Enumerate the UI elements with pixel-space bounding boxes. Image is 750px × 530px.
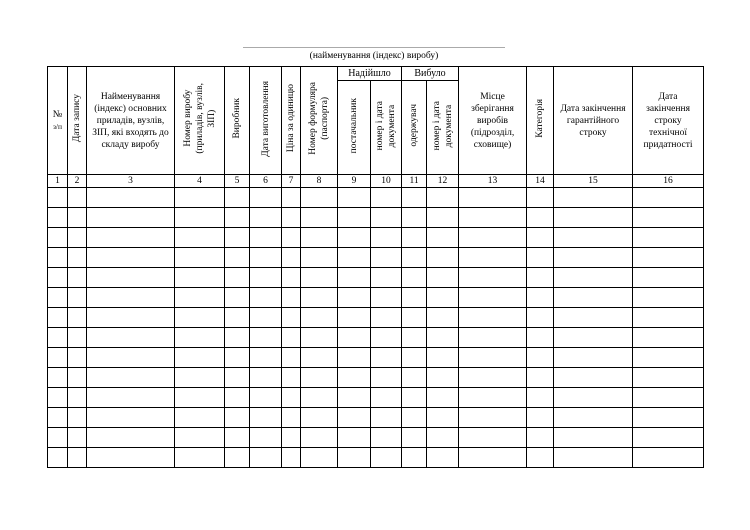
product-name-caption: (найменування (індекс) виробу) — [309, 51, 439, 61]
table-cell[interactable] — [301, 288, 338, 308]
table-cell[interactable] — [68, 388, 87, 408]
table-cell[interactable] — [427, 368, 459, 388]
table-cell[interactable] — [371, 268, 402, 288]
table-cell[interactable] — [225, 188, 250, 208]
table-cell[interactable] — [427, 448, 459, 468]
table-cell[interactable] — [402, 268, 427, 288]
table-cell[interactable] — [87, 288, 175, 308]
table-cell[interactable] — [527, 328, 554, 348]
table-cell[interactable] — [68, 228, 87, 248]
table-cell[interactable] — [87, 348, 175, 368]
table-cell[interactable] — [301, 388, 338, 408]
table-cell[interactable] — [48, 248, 68, 268]
table-cell[interactable] — [371, 408, 402, 428]
table-cell[interactable] — [427, 208, 459, 228]
table-cell[interactable] — [301, 188, 338, 208]
column-number: 11 — [402, 175, 427, 188]
table-cell[interactable] — [48, 288, 68, 308]
table-cell[interactable] — [301, 248, 338, 268]
table-cell[interactable] — [225, 208, 250, 228]
table-cell[interactable] — [371, 328, 402, 348]
table-cell[interactable] — [527, 428, 554, 448]
table-row — [48, 368, 704, 388]
header-storage: Місце зберігання виробів (підрозділ, сховище) — [459, 67, 527, 175]
table-cell[interactable] — [527, 188, 554, 208]
table-cell[interactable] — [527, 288, 554, 308]
table-cell[interactable] — [68, 308, 87, 328]
table-row — [48, 388, 704, 408]
table-cell[interactable] — [68, 448, 87, 468]
table-cell[interactable] — [527, 448, 554, 468]
table-cell[interactable] — [250, 288, 282, 308]
table-cell[interactable] — [225, 408, 250, 428]
table-cell[interactable] — [527, 248, 554, 268]
table-cell[interactable] — [338, 368, 371, 388]
header-departure-document: номер і дата документа — [427, 81, 459, 175]
table-cell[interactable] — [371, 368, 402, 388]
table-row — [48, 228, 704, 248]
table-cell[interactable] — [554, 368, 633, 388]
table-cell[interactable] — [225, 368, 250, 388]
table-cell[interactable] — [175, 268, 225, 288]
table-cell[interactable] — [87, 388, 175, 408]
table-cell[interactable] — [459, 248, 527, 268]
table-cell[interactable] — [338, 308, 371, 328]
table-cell[interactable] — [402, 368, 427, 388]
table-cell[interactable] — [282, 428, 301, 448]
table-cell[interactable] — [527, 268, 554, 288]
table-cell[interactable] — [371, 208, 402, 228]
table-cell[interactable] — [225, 388, 250, 408]
header-departed: Вибуло — [402, 67, 459, 81]
table-cell[interactable] — [633, 268, 704, 288]
table-cell[interactable] — [87, 368, 175, 388]
table-row — [48, 268, 704, 288]
table-cell[interactable] — [527, 348, 554, 368]
column-number: 7 — [282, 175, 301, 188]
table-cell[interactable] — [527, 208, 554, 228]
table-row — [48, 208, 704, 228]
table-cell[interactable] — [459, 368, 527, 388]
table-cell[interactable] — [427, 228, 459, 248]
table-cell[interactable] — [282, 188, 301, 208]
table-cell[interactable] — [48, 308, 68, 328]
header-supplier: постачальник — [338, 81, 371, 175]
table-cell[interactable] — [175, 368, 225, 388]
table-cell[interactable] — [250, 408, 282, 428]
table-cell[interactable] — [225, 288, 250, 308]
table-cell[interactable] — [459, 208, 527, 228]
table-cell[interactable] — [402, 308, 427, 328]
header-name: Найменування (індекс) основних приладів, вузлів, ЗІП, які входять до складу виробу — [87, 67, 175, 175]
table-cell[interactable] — [87, 188, 175, 208]
table-cell[interactable] — [250, 388, 282, 408]
header-arrival-document: номер і дата документа — [371, 81, 402, 175]
table-row — [48, 328, 704, 348]
table-cell[interactable] — [371, 188, 402, 208]
table-cell[interactable] — [338, 408, 371, 428]
table-row — [48, 248, 704, 268]
table-cell[interactable] — [527, 308, 554, 328]
table-row — [48, 448, 704, 468]
table-cell[interactable] — [459, 188, 527, 208]
table-cell[interactable] — [68, 288, 87, 308]
table-cell[interactable] — [87, 408, 175, 428]
table-cell[interactable] — [371, 428, 402, 448]
table-cell[interactable] — [282, 368, 301, 388]
table-cell[interactable] — [225, 328, 250, 348]
table-cell[interactable] — [338, 248, 371, 268]
column-number: 9 — [338, 175, 371, 188]
table-cell[interactable] — [402, 408, 427, 428]
table-cell[interactable] — [371, 248, 402, 268]
table-cell[interactable] — [175, 308, 225, 328]
header-arrived: Надійшло — [338, 67, 402, 81]
table-cell[interactable] — [338, 448, 371, 468]
table-cell[interactable] — [48, 408, 68, 428]
table-cell[interactable] — [175, 408, 225, 428]
table-cell[interactable] — [338, 188, 371, 208]
table-cell[interactable] — [301, 328, 338, 348]
table-cell[interactable] — [554, 388, 633, 408]
table-cell[interactable] — [427, 428, 459, 448]
table-cell[interactable] — [554, 328, 633, 348]
column-number: 8 — [301, 175, 338, 188]
table-cell[interactable] — [175, 248, 225, 268]
table-row — [48, 288, 704, 308]
table-cell[interactable] — [301, 268, 338, 288]
table-cell[interactable] — [554, 348, 633, 368]
table-cell[interactable] — [301, 348, 338, 368]
table-cell[interactable] — [427, 248, 459, 268]
table-cell[interactable] — [225, 428, 250, 448]
table-cell[interactable] — [633, 248, 704, 268]
column-numbers-row — [48, 175, 704, 188]
table-cell[interactable] — [427, 348, 459, 368]
table-cell[interactable] — [633, 388, 704, 408]
table-cell[interactable] — [282, 448, 301, 468]
table-cell[interactable] — [402, 208, 427, 228]
table-cell[interactable] — [427, 388, 459, 408]
table-cell[interactable] — [250, 368, 282, 388]
table-cell[interactable] — [427, 308, 459, 328]
table-cell[interactable] — [459, 288, 527, 308]
table-cell[interactable] — [402, 188, 427, 208]
table-cell[interactable] — [371, 388, 402, 408]
table-cell[interactable] — [68, 348, 87, 368]
table-cell[interactable] — [554, 308, 633, 328]
table-cell[interactable] — [402, 428, 427, 448]
table-cell[interactable] — [250, 448, 282, 468]
table-cell[interactable] — [633, 308, 704, 328]
table-cell[interactable] — [87, 308, 175, 328]
table-cell[interactable] — [68, 368, 87, 388]
header-category: Категорія — [527, 67, 554, 175]
table-cell[interactable] — [48, 388, 68, 408]
column-number: 3 — [87, 175, 175, 188]
table-cell[interactable] — [371, 228, 402, 248]
table-cell[interactable] — [282, 228, 301, 248]
table-cell[interactable] — [87, 268, 175, 288]
table-cell[interactable] — [427, 408, 459, 428]
table-cell[interactable] — [225, 268, 250, 288]
table-cell[interactable] — [282, 288, 301, 308]
table-cell[interactable] — [427, 268, 459, 288]
table-cell[interactable] — [48, 328, 68, 348]
table-cell[interactable] — [554, 448, 633, 468]
table-row — [48, 428, 704, 448]
table-cell[interactable] — [48, 348, 68, 368]
table-cell[interactable] — [87, 448, 175, 468]
table-cell[interactable] — [68, 328, 87, 348]
table-cell[interactable] — [250, 248, 282, 268]
table-cell[interactable] — [87, 428, 175, 448]
table-row — [48, 188, 704, 208]
header-date-manufacture: Дата виготовлення — [250, 67, 282, 175]
table-cell[interactable] — [554, 228, 633, 248]
table-cell[interactable] — [554, 408, 633, 428]
table-cell[interactable] — [338, 288, 371, 308]
table-cell[interactable] — [250, 428, 282, 448]
table-cell[interactable] — [175, 188, 225, 208]
column-number: 13 — [459, 175, 527, 188]
column-number: 5 — [225, 175, 250, 188]
table-cell[interactable] — [371, 288, 402, 308]
table-cell[interactable] — [554, 248, 633, 268]
table-cell[interactable] — [301, 208, 338, 228]
table-cell[interactable] — [282, 348, 301, 368]
table-cell[interactable] — [225, 228, 250, 248]
table-cell[interactable] — [633, 328, 704, 348]
table-cell[interactable] — [338, 388, 371, 408]
table-cell[interactable] — [48, 208, 68, 228]
table-cell[interactable] — [633, 228, 704, 248]
table-cell[interactable] — [87, 208, 175, 228]
column-number: 12 — [427, 175, 459, 188]
table-cell[interactable] — [427, 288, 459, 308]
header-no: № з/п — [48, 67, 68, 175]
table-cell[interactable] — [250, 308, 282, 328]
table-cell[interactable] — [459, 428, 527, 448]
table-cell[interactable] — [459, 328, 527, 348]
table-cell[interactable] — [48, 188, 68, 208]
table-cell[interactable] — [527, 368, 554, 388]
header-receiver: одержувач — [402, 81, 427, 175]
header-product-number: Номер виробу (приладів, вузлів, ЗІП) — [175, 67, 225, 175]
table-cell[interactable] — [175, 428, 225, 448]
table-cell[interactable] — [402, 228, 427, 248]
caption-line — [243, 47, 505, 48]
table-cell[interactable] — [282, 388, 301, 408]
table-cell[interactable] — [402, 388, 427, 408]
table-cell[interactable] — [225, 348, 250, 368]
table-cell[interactable] — [402, 448, 427, 468]
table-cell[interactable] — [250, 328, 282, 348]
column-number: 15 — [554, 175, 633, 188]
table-cell[interactable] — [554, 208, 633, 228]
header-form-number: Номер формуляра (паспорта) — [301, 67, 338, 175]
table-cell[interactable] — [459, 388, 527, 408]
table-cell[interactable] — [225, 448, 250, 468]
header-price: Ціна за одиницю — [282, 67, 301, 175]
column-number: 14 — [527, 175, 554, 188]
header-warranty-end: Дата закінчення гарантійного строку — [554, 67, 633, 175]
table-cell[interactable] — [68, 208, 87, 228]
table-cell[interactable] — [48, 428, 68, 448]
table-cell[interactable] — [87, 228, 175, 248]
table-cell[interactable] — [459, 348, 527, 368]
table-cell[interactable] — [87, 248, 175, 268]
column-number: 6 — [250, 175, 282, 188]
column-number: 1 — [48, 175, 68, 188]
table-cell[interactable] — [48, 448, 68, 468]
table-cell[interactable] — [175, 208, 225, 228]
table-cell[interactable] — [301, 368, 338, 388]
table-cell[interactable] — [527, 388, 554, 408]
table-cell[interactable] — [301, 408, 338, 428]
table-cell[interactable] — [175, 348, 225, 368]
table-cell[interactable] — [48, 368, 68, 388]
table-cell[interactable] — [225, 248, 250, 268]
table-cell[interactable] — [459, 228, 527, 248]
table-cell[interactable] — [402, 288, 427, 308]
table-row — [48, 348, 704, 368]
table-cell[interactable] — [301, 308, 338, 328]
table-cell[interactable] — [48, 268, 68, 288]
table-cell[interactable] — [175, 448, 225, 468]
table-cell[interactable] — [175, 288, 225, 308]
table-cell[interactable] — [250, 208, 282, 228]
table-cell[interactable] — [282, 208, 301, 228]
table-cell[interactable] — [250, 228, 282, 248]
table-cell[interactable] — [633, 368, 704, 388]
table-cell[interactable] — [338, 328, 371, 348]
table-cell[interactable] — [175, 328, 225, 348]
table-cell[interactable] — [402, 348, 427, 368]
table-cell[interactable] — [633, 408, 704, 428]
table-cell[interactable] — [68, 428, 87, 448]
table-cell[interactable] — [427, 188, 459, 208]
table-cell[interactable] — [338, 428, 371, 448]
table-cell[interactable] — [338, 268, 371, 288]
table-cell[interactable] — [338, 208, 371, 228]
table-cell[interactable] — [633, 348, 704, 368]
column-number: 2 — [68, 175, 87, 188]
column-number: 16 — [633, 175, 704, 188]
table-cell[interactable] — [282, 308, 301, 328]
table-cell[interactable] — [175, 228, 225, 248]
table-cell[interactable] — [527, 228, 554, 248]
table-cell[interactable] — [301, 228, 338, 248]
column-number: 10 — [371, 175, 402, 188]
table-cell[interactable] — [633, 448, 704, 468]
table-cell[interactable] — [68, 188, 87, 208]
table-cell[interactable] — [554, 268, 633, 288]
table-cell[interactable] — [371, 308, 402, 328]
column-number: 4 — [175, 175, 225, 188]
table-cell[interactable] — [87, 328, 175, 348]
table-cell[interactable] — [301, 448, 338, 468]
table-cell[interactable] — [633, 208, 704, 228]
table-cell[interactable] — [633, 428, 704, 448]
table-cell[interactable] — [282, 268, 301, 288]
table-cell[interactable] — [250, 268, 282, 288]
table-cell[interactable] — [282, 328, 301, 348]
register-table — [47, 66, 704, 468]
table-cell[interactable] — [459, 448, 527, 468]
table-cell[interactable] — [633, 188, 704, 208]
table-cell[interactable] — [338, 348, 371, 368]
table-cell[interactable] — [175, 388, 225, 408]
table-cell[interactable] — [68, 408, 87, 428]
table-cell[interactable] — [338, 228, 371, 248]
table-cell[interactable] — [554, 188, 633, 208]
header-manufacturer: Виробник — [225, 67, 250, 175]
table-row — [48, 408, 704, 428]
table-cell[interactable] — [371, 448, 402, 468]
table-cell[interactable] — [427, 328, 459, 348]
table-cell[interactable] — [459, 268, 527, 288]
table-cell[interactable] — [282, 248, 301, 268]
table-cell[interactable] — [48, 228, 68, 248]
table-cell[interactable] — [225, 308, 250, 328]
table-cell[interactable] — [371, 348, 402, 368]
table-cell[interactable] — [68, 268, 87, 288]
table-cell[interactable] — [250, 348, 282, 368]
table-cell[interactable] — [554, 428, 633, 448]
table-cell[interactable] — [282, 408, 301, 428]
header-date-entry: Дата запису — [68, 67, 87, 175]
table-cell[interactable] — [459, 408, 527, 428]
table-cell[interactable] — [68, 248, 87, 268]
table-cell[interactable] — [459, 308, 527, 328]
table-cell[interactable] — [633, 288, 704, 308]
table-cell[interactable] — [554, 288, 633, 308]
table-cell[interactable] — [527, 408, 554, 428]
table-cell[interactable] — [250, 188, 282, 208]
table-cell[interactable] — [402, 248, 427, 268]
table-cell[interactable] — [301, 428, 338, 448]
table-cell[interactable] — [402, 328, 427, 348]
table-row — [48, 308, 704, 328]
header-tech-end: Дата закінчення строку технічної придатності — [633, 67, 704, 175]
